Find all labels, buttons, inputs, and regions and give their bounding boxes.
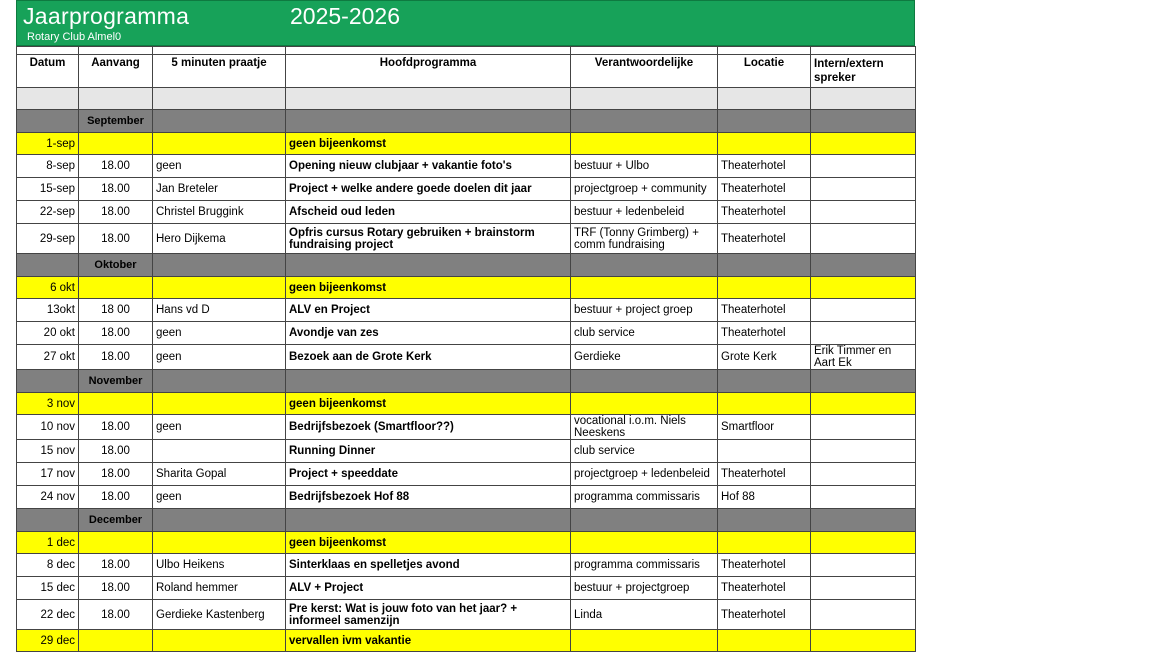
cell-praatje[interactable]: Christel Bruggink [153, 201, 286, 224]
cell-praatje[interactable]: geen [153, 345, 286, 370]
cell-datum[interactable]: 3 nov [17, 393, 79, 415]
table-cell[interactable] [153, 370, 286, 393]
cell-verantw[interactable]: TRF (Tonny Grimberg) + comm fundraising [571, 224, 718, 254]
month-label[interactable]: December [79, 509, 153, 532]
cell-hoofd[interactable]: Afscheid oud leden [286, 201, 571, 224]
cell-aanvang[interactable] [79, 630, 153, 652]
table-cell[interactable] [17, 509, 79, 532]
month-header-row [17, 370, 916, 393]
column-header-hoofdprogramma[interactable]: Hoofdprogramma [286, 55, 571, 88]
cell-hoofd[interactable]: ALV + Project [286, 577, 571, 600]
cell-locatie[interactable]: Theaterhotel [718, 299, 811, 322]
cell-verantw[interactable]: bestuur + project groep [571, 299, 718, 322]
table-row [17, 415, 916, 440]
table-row [17, 322, 916, 345]
table-cell[interactable] [153, 509, 286, 532]
cell-spreker[interactable] [811, 554, 916, 577]
cell-aanvang[interactable]: 18.00 [79, 415, 153, 440]
page-title: Jaarprogramma [23, 3, 190, 29]
table-cell[interactable] [153, 254, 286, 277]
spreadsheet [16, 0, 915, 652]
cell-spreker[interactable]: Erik Timmer en Aart Ek [811, 345, 916, 370]
cell-praatje[interactable]: Hero Dijkema [153, 224, 286, 254]
column-header-verantwoordelijke[interactable]: Verantwoordelijke [571, 55, 718, 88]
cell-hoofd[interactable]: Bezoek aan de Grote Kerk [286, 345, 571, 370]
no-meeting-row [17, 393, 916, 415]
cell-praatje[interactable]: geen [153, 322, 286, 345]
cell-verantw[interactable]: Linda [571, 600, 718, 630]
cell-locatie[interactable] [718, 277, 811, 299]
column-header-row [17, 55, 916, 88]
table-row [17, 486, 916, 509]
cell-verantw[interactable]: vocational i.o.m. Niels Neeskens [571, 415, 718, 440]
cell-datum[interactable]: 8 dec [17, 554, 79, 577]
table-row [17, 299, 916, 322]
year-label: 2025-2026 [290, 3, 400, 29]
cell-locatie[interactable]: Theaterhotel [718, 600, 811, 630]
cell-spreker[interactable] [811, 463, 916, 486]
column-header-datum[interactable]: Datum [17, 55, 79, 88]
cell-locatie[interactable]: Theaterhotel [718, 577, 811, 600]
cell-locatie[interactable]: Theaterhotel [718, 178, 811, 201]
cell-datum[interactable]: 6 okt [17, 277, 79, 299]
table-cell[interactable] [153, 110, 286, 133]
month-header-row [17, 509, 916, 532]
cell-hoofd[interactable]: Sinterklaas en spelletjes avond [286, 554, 571, 577]
cell-praatje[interactable]: Jan Breteler [153, 178, 286, 201]
cell-hoofd[interactable]: Bedrijfsbezoek (Smartfloor??) [286, 415, 571, 440]
cell-verantw[interactable]: programma commissaris [571, 486, 718, 509]
cell-datum[interactable]: 22 dec [17, 600, 79, 630]
cell-aanvang[interactable]: 18.00 [79, 224, 153, 254]
table-row [17, 440, 916, 463]
table-row [17, 463, 916, 486]
cell-datum[interactable]: 17 nov [17, 463, 79, 486]
cell-verantw[interactable]: bestuur + ledenbeleid [571, 201, 718, 224]
cell-locatie[interactable]: Grote Kerk [718, 345, 811, 370]
cell-praatje[interactable]: Sharita Gopal [153, 463, 286, 486]
cell-datum[interactable]: 20 okt [17, 322, 79, 345]
cell-datum[interactable]: 22-sep [17, 201, 79, 224]
cell-praatje[interactable] [153, 440, 286, 463]
cell-locatie[interactable] [718, 133, 811, 155]
cell-datum[interactable]: 24 nov [17, 486, 79, 509]
cell-praatje[interactable]: Gerdieke Kastenberg [153, 600, 286, 630]
table-row [17, 178, 916, 201]
cell-locatie[interactable]: Theaterhotel [718, 224, 811, 254]
table-row [17, 600, 916, 630]
month-label[interactable]: September [79, 110, 153, 133]
table-cell[interactable] [571, 509, 718, 532]
cell-datum[interactable]: 13okt [17, 299, 79, 322]
cell-aanvang[interactable]: 18.00 [79, 463, 153, 486]
cell-hoofd[interactable]: Bedrijfsbezoek Hof 88 [286, 486, 571, 509]
program-table [16, 46, 916, 652]
cell-verantw[interactable]: bestuur + projectgroep [571, 577, 718, 600]
cell-spreker[interactable] [811, 322, 916, 345]
cell-verantw[interactable] [571, 630, 718, 652]
table-cell[interactable] [571, 254, 718, 277]
cell-aanvang[interactable]: 18.00 [79, 486, 153, 509]
cell-aanvang[interactable] [79, 133, 153, 155]
month-label[interactable]: November [79, 370, 153, 393]
cell-spreker[interactable] [811, 133, 916, 155]
cell-praatje[interactable]: geen [153, 415, 286, 440]
table-cell[interactable] [286, 509, 571, 532]
cell-datum[interactable]: 29-sep [17, 224, 79, 254]
cell-datum[interactable]: 15-sep [17, 178, 79, 201]
table-cell[interactable] [811, 509, 916, 532]
empty-row [17, 88, 916, 110]
cell-hoofd[interactable]: Opfris cursus Rotary gebruiken + brainstorm fundraising project [286, 224, 571, 254]
cell-locatie[interactable] [718, 630, 811, 652]
table-cell[interactable] [286, 254, 571, 277]
cell-locatie[interactable]: Theaterhotel [718, 554, 811, 577]
cell-datum[interactable]: 1 dec [17, 532, 79, 554]
table-cell[interactable] [17, 254, 79, 277]
column-header-locatie[interactable]: Locatie [718, 55, 811, 88]
cell-hoofd[interactable]: Opening nieuw clubjaar + vakantie foto's [286, 155, 571, 178]
cell-spreker[interactable] [811, 393, 916, 415]
cell-aanvang[interactable]: 18 00 [79, 299, 153, 322]
cell-praatje[interactable]: Roland hemmer [153, 577, 286, 600]
cell-hoofd[interactable]: geen bijeenkomst [286, 393, 571, 415]
cell-spreker[interactable] [811, 224, 916, 254]
cell-datum[interactable]: 27 okt [17, 345, 79, 370]
month-label[interactable]: Oktober [79, 254, 153, 277]
cell-datum[interactable]: 15 nov [17, 440, 79, 463]
cell-verantw[interactable] [571, 277, 718, 299]
title-banner [16, 0, 915, 46]
cell-datum[interactable]: 15 dec [17, 577, 79, 600]
cell-verantw[interactable] [571, 532, 718, 554]
month-header-row [17, 254, 916, 277]
cell-spreker[interactable] [811, 532, 916, 554]
table-cell[interactable] [571, 370, 718, 393]
spacer-row [17, 47, 916, 55]
cell-locatie[interactable]: Theaterhotel [718, 201, 811, 224]
cell-locatie[interactable]: Theaterhotel [718, 322, 811, 345]
cell-spreker[interactable] [811, 486, 916, 509]
cell-aanvang[interactable]: 18.00 [79, 554, 153, 577]
cell-datum[interactable]: 10 nov [17, 415, 79, 440]
cell-aanvang[interactable]: 18.00 [79, 322, 153, 345]
cell-hoofd[interactable]: Running Dinner [286, 440, 571, 463]
column-header-spreker[interactable]: Intern/extern spreker [811, 55, 916, 88]
no-meeting-row [17, 277, 916, 299]
cell-hoofd[interactable]: geen bijeenkomst [286, 133, 571, 155]
cell-praatje[interactable]: Ulbo Heikens [153, 554, 286, 577]
cell-spreker[interactable] [811, 577, 916, 600]
cell-verantw[interactable] [571, 393, 718, 415]
cell-spreker[interactable] [811, 178, 916, 201]
cell-spreker[interactable] [811, 201, 916, 224]
cell-locatie[interactable] [718, 532, 811, 554]
cell-spreker[interactable] [811, 600, 916, 630]
cell-aanvang[interactable]: 18.00 [79, 577, 153, 600]
table-cell[interactable] [17, 370, 79, 393]
cell-spreker[interactable] [811, 630, 916, 652]
cell-spreker[interactable] [811, 440, 916, 463]
table-cell[interactable] [811, 254, 916, 277]
table-row [17, 577, 916, 600]
cell-verantw[interactable]: club service [571, 322, 718, 345]
table-cell[interactable] [811, 370, 916, 393]
table-cell[interactable] [286, 110, 571, 133]
cell-hoofd[interactable]: vervallen ivm vakantie [286, 630, 571, 652]
cell-locatie[interactable] [718, 440, 811, 463]
column-header-aanvang[interactable]: Aanvang [79, 55, 153, 88]
table-row [17, 155, 916, 178]
cell-hoofd[interactable]: geen bijeenkomst [286, 277, 571, 299]
cell-verantw[interactable]: projectgroep + ledenbeleid [571, 463, 718, 486]
table-cell[interactable] [811, 110, 916, 133]
cell-datum[interactable]: 29 dec [17, 630, 79, 652]
table-cell[interactable] [718, 370, 811, 393]
table-cell[interactable] [718, 110, 811, 133]
cell-praatje[interactable]: geen [153, 155, 286, 178]
cell-verantw[interactable]: bestuur + Ulbo [571, 155, 718, 178]
cell-aanvang[interactable] [79, 393, 153, 415]
cell-aanvang[interactable]: 18.00 [79, 440, 153, 463]
cell-praatje[interactable]: geen [153, 486, 286, 509]
cell-aanvang[interactable]: 18.00 [79, 178, 153, 201]
cell-aanvang[interactable]: 18.00 [79, 600, 153, 630]
cell-verantw[interactable]: programma commissaris [571, 554, 718, 577]
cell-praatje[interactable] [153, 277, 286, 299]
cell-spreker[interactable] [811, 415, 916, 440]
no-meeting-row [17, 532, 916, 554]
cell-locatie[interactable]: Theaterhotel [718, 155, 811, 178]
cell-spreker[interactable] [811, 277, 916, 299]
cell-praatje[interactable] [153, 630, 286, 652]
cell-praatje[interactable]: Hans vd D [153, 299, 286, 322]
cell-locatie[interactable]: Hof 88 [718, 486, 811, 509]
cell-aanvang[interactable] [79, 277, 153, 299]
cell-hoofd[interactable]: Project + speeddate [286, 463, 571, 486]
table-row [17, 201, 916, 224]
cell-aanvang[interactable]: 18.00 [79, 345, 153, 370]
column-header-praatje[interactable]: 5 minuten praatje [153, 55, 286, 88]
table-cell[interactable] [17, 110, 79, 133]
cell-locatie[interactable]: Theaterhotel [718, 463, 811, 486]
cell-verantw[interactable]: club service [571, 440, 718, 463]
cell-hoofd[interactable]: Avondje van zes [286, 322, 571, 345]
cell-locatie[interactable]: Smartfloor [718, 415, 811, 440]
cell-datum[interactable]: 1-sep [17, 133, 79, 155]
cell-aanvang[interactable]: 18.00 [79, 155, 153, 178]
table-cell[interactable] [286, 370, 571, 393]
cell-hoofd[interactable]: Pre kerst: Wat is jouw foto van het jaar? + informeel samenzijn [286, 600, 571, 630]
no-meeting-row [17, 630, 916, 652]
cell-locatie[interactable] [718, 393, 811, 415]
cell-verantw[interactable] [571, 133, 718, 155]
cell-hoofd[interactable]: Project + welke andere goede doelen dit jaar [286, 178, 571, 201]
table-cell[interactable] [718, 509, 811, 532]
table-row [17, 224, 916, 254]
cell-spreker[interactable] [811, 299, 916, 322]
cell-praatje[interactable] [153, 133, 286, 155]
table-row [17, 554, 916, 577]
cell-aanvang[interactable]: 18.00 [79, 201, 153, 224]
table-row [17, 345, 916, 370]
table-cell[interactable] [571, 110, 718, 133]
club-name: Rotary Club Almel0 [27, 31, 122, 43]
cell-verantw[interactable]: projectgroep + community [571, 178, 718, 201]
cell-verantw[interactable]: Gerdieke [571, 345, 718, 370]
no-meeting-row [17, 133, 916, 155]
cell-hoofd[interactable]: ALV en Project [286, 299, 571, 322]
cell-datum[interactable]: 8-sep [17, 155, 79, 178]
table-cell[interactable] [718, 254, 811, 277]
month-header-row [17, 110, 916, 133]
cell-hoofd[interactable]: geen bijeenkomst [286, 532, 571, 554]
cell-spreker[interactable] [811, 155, 916, 178]
cell-praatje[interactable] [153, 393, 286, 415]
cell-aanvang[interactable] [79, 532, 153, 554]
cell-praatje[interactable] [153, 532, 286, 554]
